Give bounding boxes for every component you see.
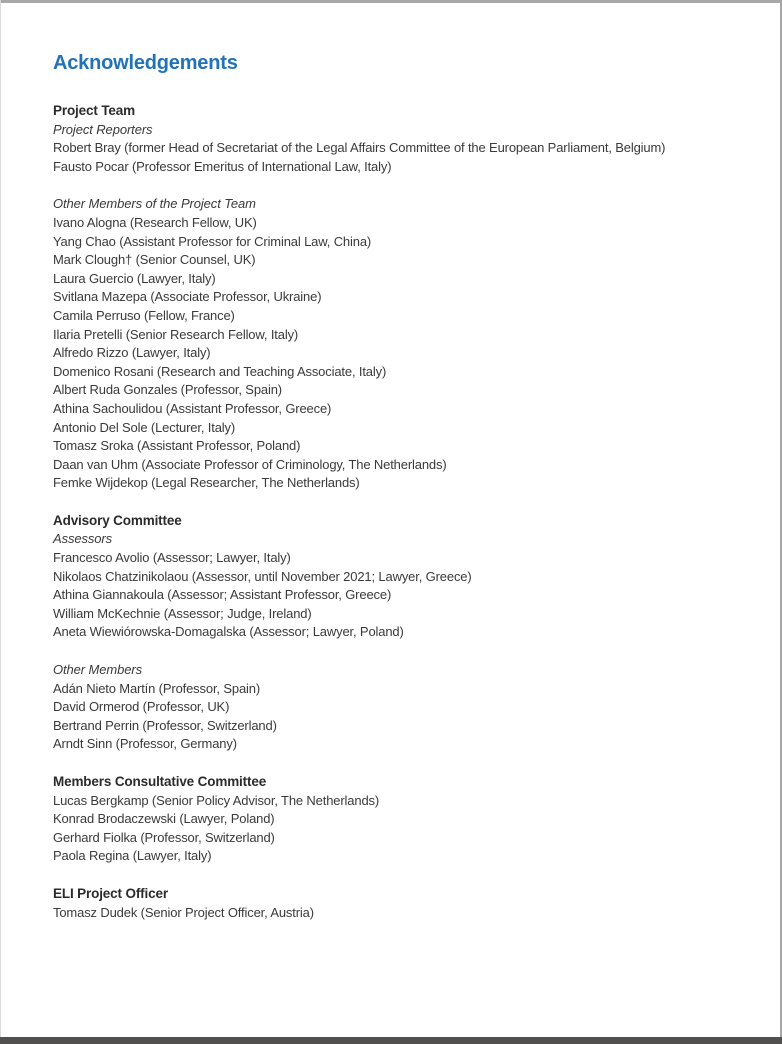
member-line: Yang Chao (Assistant Professor for Criminal Law, China) — [53, 233, 372, 249]
member-line: Lucas Bergkamp (Senior Policy Advisor, The Netherlands) — [53, 792, 380, 808]
member-line: Fausto Pocar (Professor Emeritus of International Law, Italy) — [53, 158, 392, 174]
member-group — [53, 792, 724, 866]
section — [53, 885, 724, 922]
section — [53, 102, 724, 493]
member-line: David Ormerod (Professor, UK) — [53, 699, 230, 715]
member-line: Antonio Del Sole (Lecturer, Italy) — [53, 419, 236, 435]
member-group — [53, 661, 724, 754]
group-subheading: Assessors — [53, 531, 113, 547]
group-subheading: Project Reporters — [53, 121, 153, 137]
member-line: Athina Sachoulidou (Assistant Professor, Greece) — [53, 400, 332, 416]
member-line: Mark Clough† (Senior Counsel, UK) — [53, 252, 256, 268]
member-line: Alfredo Rizzo (Lawyer, Italy) — [53, 345, 211, 361]
page-border-left — [0, 0, 1, 1044]
member-line: Bertrand Perrin (Professor, Switzerland) — [53, 717, 277, 733]
page-border-top — [0, 0, 782, 3]
acknowledgements-content — [53, 51, 724, 922]
page-bottom-edge-bar — [0, 1037, 782, 1044]
member-line: Paola Regina (Lawyer, Italy) — [53, 848, 212, 864]
sections-container — [53, 102, 724, 922]
section — [53, 773, 724, 866]
group-subheading: Other Members of the Project Team — [53, 196, 256, 212]
page-title: Acknowledgements — [53, 52, 238, 74]
member-group — [53, 530, 724, 642]
member-line: Ilaria Pretelli (Senior Research Fellow, Italy) — [53, 326, 299, 342]
section-heading: Members Consultative Committee — [53, 774, 267, 789]
member-line: Svitlana Mazepa (Associate Professor, Ukraine) — [53, 289, 322, 305]
member-line: Laura Guercio (Lawyer, Italy) — [53, 270, 216, 286]
member-line: Robert Bray (former Head of Secretariat of the Legal Affairs Committee of the European Parliament, Belgium) — [53, 140, 666, 156]
member-group — [53, 195, 724, 493]
member-line: Tomasz Dudek (Senior Project Officer, Austria) — [53, 904, 314, 920]
section — [53, 512, 724, 754]
group-subheading: Other Members — [53, 662, 143, 678]
section-heading: ELI Project Officer — [53, 885, 168, 901]
member-line: Aneta Wiewiórowska-Domagalska (Assessor; Lawyer, Poland) — [53, 624, 404, 640]
member-line: Konrad Brodaczewski (Lawyer, Poland) — [53, 811, 275, 827]
member-line: Athina Giannakoula (Assessor; Assistant Professor, Greece) — [53, 587, 392, 603]
member-line: Albert Ruda Gonzales (Professor, Spain) — [53, 382, 282, 398]
member-line: Gerhard Fiolka (Professor, Switzerland) — [53, 829, 275, 845]
section-heading: Advisory Committee — [53, 512, 182, 528]
member-line: Domenico Rosani (Research and Teaching Associate, Italy) — [53, 363, 387, 379]
member-line: Tomasz Sroka (Assistant Professor, Poland) — [53, 438, 301, 454]
section-heading: Project Team — [53, 103, 135, 118]
member-line: William McKechnie (Assessor; Judge, Ireland) — [53, 605, 312, 621]
member-line: Nikolaos Chatzinikolaou (Assessor, until November 2021; Lawyer, Greece) — [53, 568, 472, 584]
member-line: Daan van Uhm (Associate Professor of Criminology, The Netherlands) — [53, 456, 447, 472]
member-line: Adán Nieto Martín (Professor, Spain) — [53, 680, 261, 696]
member-line: Ivano Alogna (Research Fellow, UK) — [53, 214, 257, 230]
member-line: Francesco Avolio (Assessor; Lawyer, Italy) — [53, 550, 291, 566]
member-line: Camila Perruso (Fellow, France) — [53, 307, 235, 323]
member-group — [53, 121, 724, 177]
member-line: Femke Wijdekop (Legal Researcher, The Netherlands) — [53, 475, 360, 491]
member-group — [53, 904, 724, 923]
member-line: Arndt Sinn (Professor, Germany) — [53, 736, 237, 752]
